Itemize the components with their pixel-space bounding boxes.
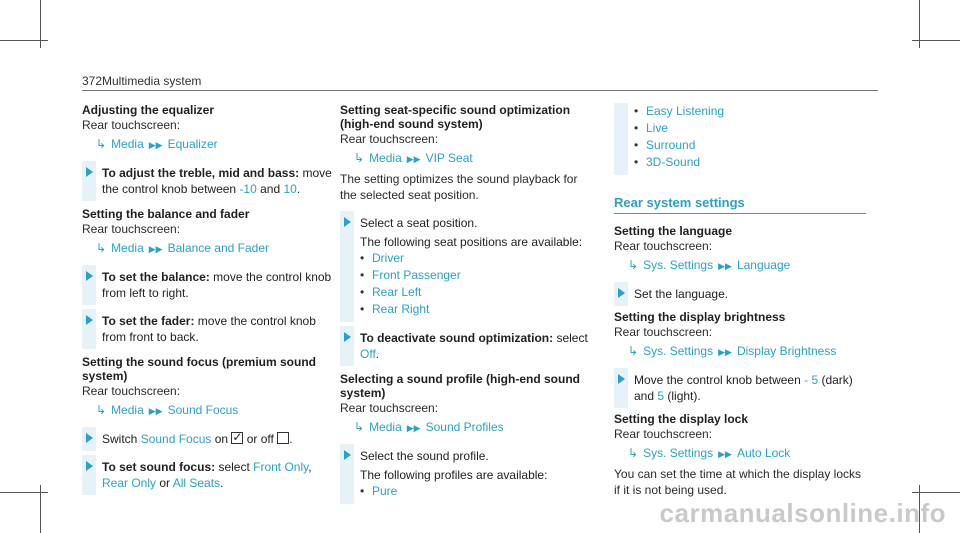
step-bold-text: To set the fader: <box>102 314 195 328</box>
value-min: -10 <box>239 182 257 196</box>
step-switch-sound-focus <box>82 431 332 447</box>
sound-focus-menu-path <box>96 402 332 419</box>
path-equalizer[interactable]: Equalizer <box>167 137 218 151</box>
step-text: select <box>215 460 254 474</box>
step-arrow-icon <box>618 374 625 384</box>
vip-seat-menu-path <box>354 150 590 167</box>
step-adjust-brightness <box>614 372 866 404</box>
step-arrow-icon <box>344 217 351 227</box>
path-language[interactable]: Language <box>736 258 791 272</box>
rear-touchscreen-label: Rear touchscreen: <box>340 132 439 146</box>
step-text: on <box>211 432 232 446</box>
display-lock-description: You can set the time at which the display locks if it is not being used. <box>614 467 862 497</box>
step-select-profile <box>340 448 590 500</box>
step-text: (dark) and <box>634 373 853 403</box>
path-sys-settings[interactable]: Sys. Settings <box>643 258 714 272</box>
menu-arrow-icon: ↳ <box>354 151 365 165</box>
rear-touchscreen-label: Rear touchscreen: <box>82 118 181 132</box>
step-arrow-icon <box>344 450 351 460</box>
step-arrow-icon <box>86 167 93 177</box>
step-select-seat <box>340 215 590 318</box>
balance-menu-path <box>96 240 332 257</box>
page-number: 372 <box>82 74 103 88</box>
crop-mark <box>0 492 48 493</box>
path-separator-icon: ▶▶ <box>718 347 732 357</box>
profile-option-surround: • Surround <box>634 137 866 154</box>
value-max: 10 <box>283 182 297 196</box>
path-sound-focus[interactable]: Sound Focus <box>167 403 239 417</box>
auto-lock-menu-path <box>628 445 866 462</box>
equalizer-menu-path <box>96 136 332 153</box>
option-front-only: Front Only <box>253 460 309 474</box>
step-adjust-treble <box>82 165 332 197</box>
option-all-seats: All Seats <box>172 476 221 490</box>
path-sys-settings[interactable]: Sys. Settings <box>643 344 714 358</box>
rear-touchscreen-label: Rear touchscreen: <box>82 222 181 236</box>
step-set-balance <box>82 269 332 301</box>
step-text: The following profiles are available: <box>360 468 548 482</box>
path-sound-profiles[interactable]: Sound Profiles <box>425 420 504 434</box>
step-text: or <box>156 476 173 490</box>
step-text: . <box>296 182 301 196</box>
step-text: . <box>289 432 293 446</box>
path-separator-icon: ▶▶ <box>406 423 421 433</box>
step-set-sound-focus <box>82 459 332 491</box>
step-deactivate-optimization <box>340 330 590 362</box>
menu-arrow-icon: ↳ <box>628 344 639 358</box>
display-lock-heading: Setting the display lock <box>614 412 749 426</box>
path-sys-settings[interactable]: Sys. Settings <box>643 446 714 460</box>
rear-touchscreen-label: Rear touchscreen: <box>340 401 439 415</box>
sound-focus-heading: Setting the sound focus (premium sound system) <box>82 355 316 383</box>
brightness-menu-path <box>628 343 866 360</box>
profile-option-live: • Live <box>634 120 866 137</box>
step-text: Switch <box>102 432 141 446</box>
rear-touchscreen-label: Rear touchscreen: <box>614 427 713 441</box>
language-menu-path <box>628 257 866 274</box>
section-header: Multimedia system <box>102 74 202 88</box>
menu-arrow-icon: ↳ <box>96 137 107 151</box>
path-vip-seat[interactable]: VIP Seat <box>425 151 473 165</box>
step-arrow-icon <box>86 271 93 281</box>
step-bold-text: To set the balance: <box>102 270 210 284</box>
rear-touchscreen-label: Rear touchscreen: <box>82 384 181 398</box>
seat-option-rear-right: • Rear Right <box>360 301 590 318</box>
step-text: Select the sound profile. <box>360 449 489 463</box>
step-set-fader <box>82 313 332 345</box>
path-separator-icon: ▶▶ <box>718 449 732 459</box>
seat-optimization-heading: Setting seat-specific sound optimization (high-end sound system) <box>340 103 571 131</box>
step-text: or off <box>243 432 278 446</box>
path-media[interactable]: Media <box>369 151 402 165</box>
checkbox-checked-icon <box>231 432 243 444</box>
profile-list-continued <box>614 103 866 175</box>
menu-arrow-icon: ↳ <box>628 446 639 460</box>
seat-option-rear-left: • Rear Left <box>360 284 590 301</box>
path-media[interactable]: Media <box>111 241 144 255</box>
equalizer-heading: Adjusting the equalizer <box>82 103 215 117</box>
step-text: . <box>220 476 224 490</box>
balance-heading: Setting the balance and fader <box>82 207 250 221</box>
step-arrow-icon <box>618 288 625 298</box>
step-text: The following seat positions are available: <box>360 235 583 249</box>
path-separator-icon: ▶▶ <box>148 140 163 150</box>
sound-profiles-menu-path <box>354 419 590 436</box>
step-text: move the control knob between <box>102 166 332 196</box>
column-2 <box>340 103 590 508</box>
step-text: move the control knob from left to right. <box>102 270 332 300</box>
crop-mark <box>912 492 960 493</box>
seat-option-front-passenger: • Front Passenger <box>360 267 590 284</box>
checkbox-empty-icon <box>277 432 289 444</box>
column-3 <box>614 103 866 498</box>
path-separator-icon: ▶▶ <box>406 154 421 164</box>
watermark: carmanualsonline.info <box>659 498 946 528</box>
step-text: Set the language. <box>634 287 729 301</box>
language-heading: Setting the language <box>614 224 733 238</box>
profile-option-3d-sound: • 3D-Sound <box>634 154 866 171</box>
path-display-brightness[interactable]: Display Brightness <box>736 344 837 358</box>
path-auto-lock[interactable]: Auto Lock <box>736 446 791 460</box>
step-text: select <box>553 331 588 345</box>
option-rear-only: Rear Only <box>102 476 157 490</box>
sound-profile-heading: Selecting a sound profile (high-end sound system) <box>340 372 580 400</box>
seat-option-driver: • Driver <box>360 250 590 267</box>
menu-arrow-icon: ↳ <box>628 258 639 272</box>
step-text: . <box>375 347 380 361</box>
step-bold-text: To deactivate sound optimization: <box>360 331 554 345</box>
path-separator-icon: ▶▶ <box>148 406 163 416</box>
path-separator-icon: ▶▶ <box>718 261 732 271</box>
path-separator-icon: ▶▶ <box>148 244 163 254</box>
rear-system-settings-heading: Rear system settings <box>614 195 866 214</box>
path-balance-fader[interactable]: Balance and Fader <box>167 241 269 255</box>
step-text: Select a seat position. <box>360 216 478 230</box>
step-arrow-icon <box>86 315 93 325</box>
brightness-heading: Setting the display brightness <box>614 310 786 324</box>
value-max: 5 <box>657 389 665 403</box>
path-media[interactable]: Media <box>369 420 402 434</box>
crop-mark <box>0 40 48 41</box>
path-media[interactable]: Media <box>111 403 144 417</box>
rear-touchscreen-label: Rear touchscreen: <box>614 239 713 253</box>
sound-focus-option: Sound Focus <box>140 432 212 446</box>
path-media[interactable]: Media <box>111 137 144 151</box>
crop-mark <box>912 40 960 41</box>
step-arrow-icon <box>344 332 351 342</box>
header-divider <box>82 90 878 91</box>
seat-description: The setting optimizes the sound playback for the selected seat position. <box>340 172 578 202</box>
step-bold-text: To adjust the treble, mid and bass: <box>102 166 300 180</box>
step-text: and <box>256 182 284 196</box>
rear-touchscreen-label: Rear touchscreen: <box>614 325 713 339</box>
option-off: Off <box>360 347 376 361</box>
step-text: , <box>308 460 312 474</box>
step-text: move the control knob from front to back. <box>102 314 316 344</box>
value-min: - 5 <box>804 373 819 387</box>
step-set-language <box>614 286 866 302</box>
menu-arrow-icon: ↳ <box>96 241 107 255</box>
step-text: Move the control knob between <box>634 373 805 387</box>
menu-arrow-icon: ↳ <box>96 403 107 417</box>
step-bold-text: To set sound focus: <box>102 460 216 474</box>
column-1 <box>82 103 332 499</box>
menu-arrow-icon: ↳ <box>354 420 365 434</box>
step-arrow-icon <box>86 433 93 443</box>
profile-option-pure: • Pure <box>360 483 590 500</box>
step-arrow-icon <box>86 461 93 471</box>
profile-option-easy-listening: • Easy Listening <box>634 103 866 120</box>
step-text: (light). <box>664 389 701 403</box>
